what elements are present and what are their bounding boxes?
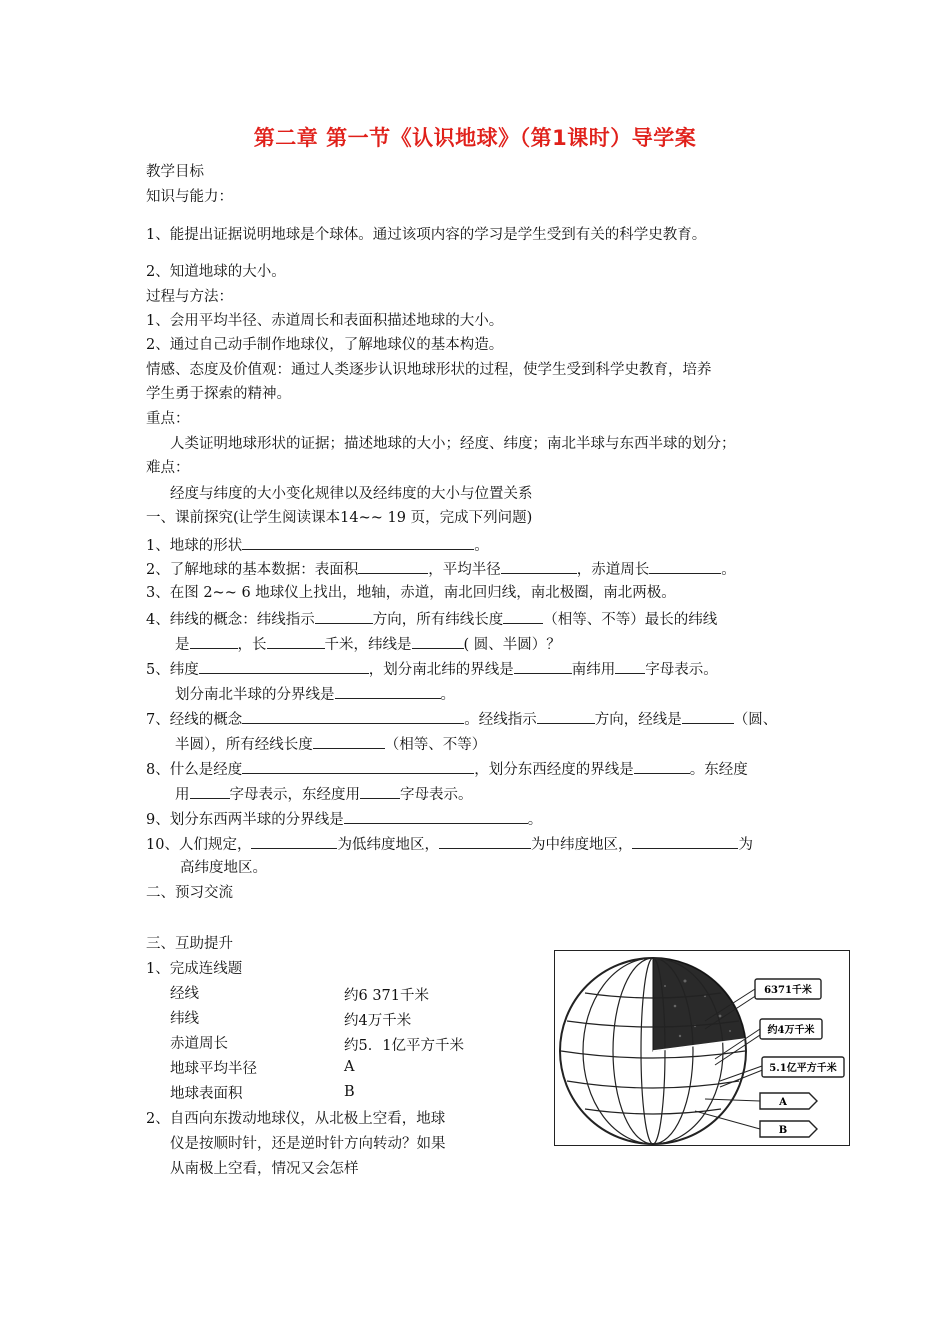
text-line: 知识与能力：: [146, 189, 233, 205]
globe-figure: [554, 950, 850, 1146]
figure-label-b: B: [778, 1125, 788, 1136]
text-line: 情感、态度及价值观：通过人类逐步认识地球形状的过程，使学生受到科学史教育，培养: [146, 362, 712, 378]
question-5: 5、纬度 ，划分南北纬的界线是 南纬用 字母表示。: [146, 658, 718, 680]
matching-left-item: 地球平均半径: [170, 1061, 257, 1077]
section-heading: 三、互助提升: [146, 936, 233, 952]
question-4-cont: 是 ，长 千米，纬线是 ( 圆、半圆）？: [175, 633, 561, 655]
matching-left-item: 赤道周长: [170, 1036, 228, 1052]
question-text: 从南极上空看，情况又会怎样: [170, 1161, 359, 1177]
matching-left-item: 纬线: [170, 1011, 199, 1027]
matching-right-item: 约6 371千米: [344, 988, 430, 1004]
question-7: 7、经线的概念 。经线指示 方向，经线是 （圆、: [146, 708, 777, 730]
blank-field[interactable]: [199, 658, 369, 674]
blank-field[interactable]: [503, 608, 543, 624]
blank-field[interactable]: [649, 558, 721, 574]
blank-field[interactable]: [251, 833, 337, 849]
blank-field[interactable]: [682, 708, 734, 724]
blank-field[interactable]: [360, 783, 400, 799]
question-9: 9、划分东西两半球的分界线是 。: [146, 808, 542, 830]
blank-field[interactable]: [344, 808, 528, 824]
question-1: 1、地球的形状 。: [146, 534, 489, 556]
blank-field[interactable]: [439, 833, 531, 849]
question-5-cont: 划分南北半球的分界线是 。: [175, 683, 455, 705]
text-line: 1、会用平均半径、赤道周长和表面积描述地球的大小。: [146, 313, 504, 329]
blank-field[interactable]: [537, 708, 595, 724]
text-line: 重点：: [146, 411, 190, 427]
matching-title: 1、完成连线题: [146, 961, 243, 977]
matching-right-item: B: [344, 1084, 355, 1100]
blank-field[interactable]: [242, 758, 474, 774]
blank-field[interactable]: [242, 708, 464, 724]
blank-field[interactable]: [335, 683, 441, 699]
blank-field[interactable]: [267, 633, 325, 649]
matching-right-item: 约4万千米: [344, 1013, 412, 1029]
question-8: 8、什么是经度 ，划分东西经度的界线是 。东经度: [146, 758, 748, 780]
question-text: 2、自西向东拨动地球仪，从北极上空看，地球: [146, 1111, 446, 1127]
text-line: 过程与方法：: [146, 289, 233, 305]
section-heading: 一、课前探究(让学生阅读课本14~~ 19 页，完成下列问题): [146, 510, 533, 526]
blank-field[interactable]: [615, 658, 645, 674]
text-line: 1、能提出证据说明地球是个球体。通过该项内容的学习是学生受到有关的科学史教育。: [146, 227, 707, 243]
text-line: 经度与纬度的大小变化规律以及经纬度的大小与位置关系: [170, 486, 533, 502]
globe-illustration: [555, 951, 851, 1147]
text-line: 学生勇于探索的精神。: [146, 386, 291, 402]
matching-right-item: 约5．1亿平方千米: [344, 1038, 464, 1054]
question-8-cont: 用 字母表示，东经度用 字母表示。: [175, 783, 473, 805]
question-10-cont: 高纬度地区。: [180, 860, 267, 876]
section-heading: 二、预习交流: [146, 885, 233, 901]
text-line: 人类证明地球形状的证据；描述地球的大小；经度、纬度；南北半球与东西半球的划分；: [170, 436, 736, 452]
matching-left-item: 地球表面积: [170, 1086, 243, 1102]
page-title: 第二章 第一节《认识地球》（第1课时）导学案: [253, 126, 697, 150]
blank-field[interactable]: [315, 608, 373, 624]
blank-field[interactable]: [634, 758, 690, 774]
blank-field[interactable]: [358, 558, 428, 574]
blank-field[interactable]: [190, 783, 230, 799]
figure-label: 5.1亿平方千米: [769, 1063, 837, 1074]
question-2: 2、了解地球的基本数据：表面积 ，平均半径 ，赤道周长 。: [146, 558, 736, 580]
blank-field[interactable]: [190, 633, 238, 649]
blank-field[interactable]: [632, 833, 738, 849]
question-10: 10、人们规定， 为低纬度地区， 为中纬度地区， 为: [146, 833, 753, 855]
figure-label: 6371千米: [764, 985, 812, 996]
question-3: 3、在图 2~~ 6 地球仪上找出，地轴，赤道，南北回归线，南北极圈，南北两极。: [146, 585, 676, 601]
figure-label: 约4万千米: [767, 1025, 815, 1036]
question-text: 仪是按顺时针，还是逆时针方向转动？如果: [170, 1136, 446, 1152]
blank-field[interactable]: [514, 658, 572, 674]
matching-left-item: 经线: [170, 986, 199, 1002]
blank-field[interactable]: [412, 633, 464, 649]
text-line: 教学目标: [146, 164, 204, 180]
blank-field[interactable]: [242, 534, 474, 550]
question-4: 4、纬线的概念：纬线指示 方向，所有纬线长度 （相等、不等）最长的纬线: [146, 608, 717, 630]
text-line: 难点：: [146, 460, 190, 476]
matching-right-item: A: [344, 1059, 355, 1075]
question-7-cont: 半圆），所有经线长度 （相等、不等）: [175, 733, 486, 755]
figure-label-a: A: [779, 1097, 787, 1108]
blank-field[interactable]: [501, 558, 577, 574]
blank-field[interactable]: [313, 733, 385, 749]
text-line: 2、通过自己动手制作地球仪，了解地球仪的基本构造。: [146, 337, 504, 353]
text-line: 2、知道地球的大小。: [146, 264, 286, 280]
